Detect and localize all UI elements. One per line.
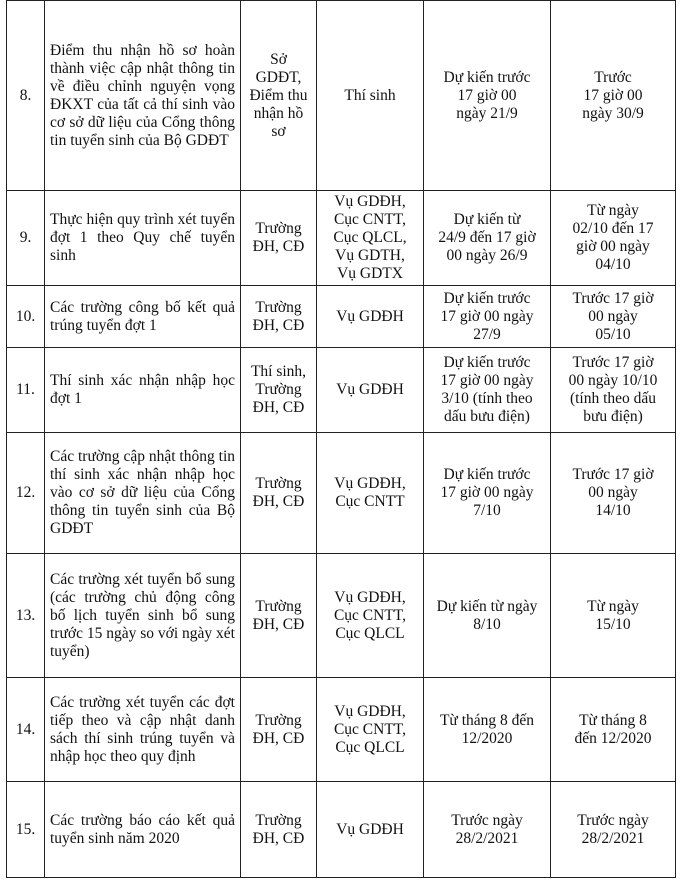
table-row: [7, 348, 676, 433]
revised-date-cell: Trước 17 giờ 00 ngày 14/10: [551, 433, 676, 554]
revised-date-cell: Từ ngày 02/10 đến 17 giờ 00 ngày 04/10: [551, 191, 676, 286]
planned-date-cell: Trước ngày 28/2/2021: [424, 782, 551, 878]
coordinating-unit-cell: Vụ GDĐH, Cục CNTT, Cục QLCL: [317, 678, 424, 782]
lead-unit-cell: Trường ĐH, CĐ: [241, 433, 317, 554]
task-cell: Điểm thu nhận hồ sơ hoàn thành việc cập nhật thông tin về điều chỉnh nguyện vọng ĐKXT của tất cả thí sinh vào cơ sở dữ liệu của Cổng thông tin tuyển sinh của Bộ GDĐT: [45, 1, 241, 191]
table-row: [7, 678, 676, 782]
task-cell: Thí sinh xác nhận nhập học đợt 1: [45, 348, 241, 433]
planned-date-cell: Dự kiến từ 24/9 đến 17 giờ 00 ngày 26/9: [424, 191, 551, 286]
revised-date-cell: Từ ngày 15/10: [551, 554, 676, 678]
revised-date-cell: Trước 17 giờ 00 ngày 05/10: [551, 286, 676, 348]
task-cell: Các trường báo cáo kết quả tuyển sinh năm 2020: [45, 782, 241, 878]
task-cell: Các trường xét tuyển các đợt tiếp theo và cập nhật danh sách thí sinh trúng tuyển và nhập học theo quy định: [45, 678, 241, 782]
row-no-cell: 11.: [7, 348, 45, 433]
coordinating-unit-cell: Vụ GDĐH: [317, 348, 424, 433]
coordinating-unit-cell: Vụ GDĐH, Cục CNTT, Cục QLCL: [317, 554, 424, 678]
task-cell: Các trường cập nhật thông tin thí sinh xác nhận nhập học vào cơ sở dữ liệu của Cổng thông tin tuyển sinh của Bộ GDĐT: [45, 433, 241, 554]
row-no-cell: 14.: [7, 678, 45, 782]
schedule-table: [6, 0, 676, 878]
lead-unit-cell: Trường ĐH, CĐ: [241, 286, 317, 348]
revised-date-cell: Từ tháng 8 đến 12/2020: [551, 678, 676, 782]
planned-date-cell: Từ tháng 8 đến 12/2020: [424, 678, 551, 782]
task-cell: Các trường xét tuyển bổ sung (các trường chủ động công bố lịch tuyển sinh bổ sung trước 15 ngày so với ngày xét tuyển): [45, 554, 241, 678]
revised-date-cell: Trước ngày 28/2/2021: [551, 782, 676, 878]
coordinating-unit-cell: Thí sinh: [317, 1, 424, 191]
coordinating-unit-cell: Vụ GDĐH, Cục CNTT: [317, 433, 424, 554]
lead-unit-cell: Trường ĐH, CĐ: [241, 782, 317, 878]
lead-unit-cell: Sở GDĐT, Điểm thu nhận hồ sơ: [241, 1, 317, 191]
lead-unit-cell: Thí sinh, Trường ĐH, CĐ: [241, 348, 317, 433]
row-no-cell: 15.: [7, 782, 45, 878]
revised-date-cell: Trước 17 giờ 00 ngày 30/9: [551, 1, 676, 191]
lead-unit-cell: Trường ĐH, CĐ: [241, 554, 317, 678]
lead-unit-cell: Trường ĐH, CĐ: [241, 678, 317, 782]
coordinating-unit-cell: Vụ GDĐH, Cục CNTT, Cục QLCL, Vụ GDTH, Vụ GDTX: [317, 191, 424, 286]
table-row: [7, 554, 676, 678]
task-cell: Các trường công bố kết quả trúng tuyển đợt 1: [45, 286, 241, 348]
planned-date-cell: Dự kiến trước 17 giờ 00 ngày 21/9: [424, 1, 551, 191]
coordinating-unit-cell: Vụ GDĐH: [317, 782, 424, 878]
row-no-cell: 12.: [7, 433, 45, 554]
row-no-cell: 10.: [7, 286, 45, 348]
table-row: [7, 782, 676, 878]
planned-date-cell: Dự kiến trước 17 giờ 00 ngày 27/9: [424, 286, 551, 348]
table-row: [7, 286, 676, 348]
coordinating-unit-cell: Vụ GDĐH: [317, 286, 424, 348]
row-no-cell: 9.: [7, 191, 45, 286]
row-no-cell: 13.: [7, 554, 45, 678]
task-cell: Thực hiện quy trình xét tuyển đợt 1 theo Quy chế tuyển sinh: [45, 191, 241, 286]
table-row: [7, 191, 676, 286]
planned-date-cell: Dự kiến từ ngày 8/10: [424, 554, 551, 678]
table-row: [7, 1, 676, 191]
table-row: [7, 433, 676, 554]
planned-date-cell: Dự kiến trước 17 giờ 00 ngày 3/10 (tính theo dấu bưu điện): [424, 348, 551, 433]
row-no-cell: 8.: [7, 1, 45, 191]
planned-date-cell: Dự kiến trước 17 giờ 00 ngày 7/10: [424, 433, 551, 554]
lead-unit-cell: Trường ĐH, CĐ: [241, 191, 317, 286]
revised-date-cell: Trước 17 giờ 00 ngày 10/10 (tính theo dấu bưu điện): [551, 348, 676, 433]
